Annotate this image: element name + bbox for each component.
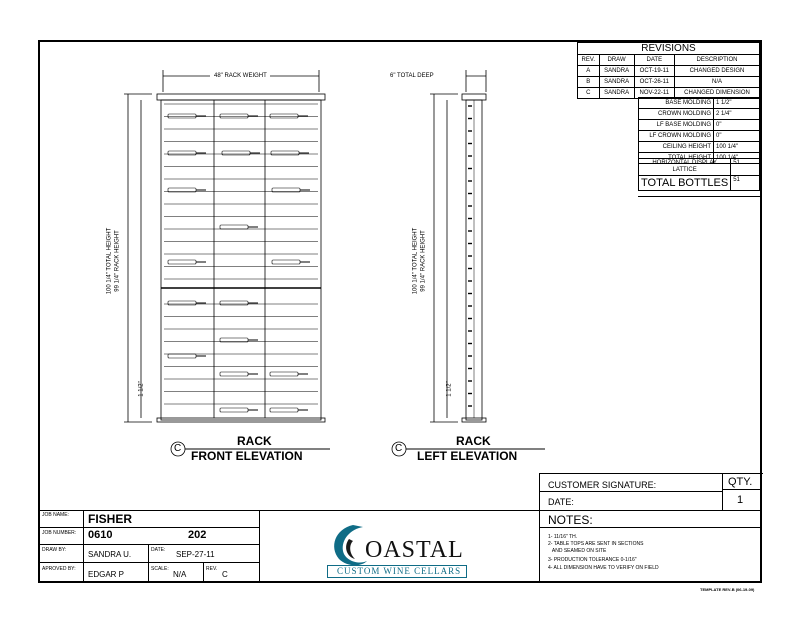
wine-bottle: [222, 151, 250, 155]
front-base-dimension: 1 1/2": [138, 381, 145, 397]
draw-cell: SANDRA: [599, 66, 634, 77]
title-block-divider-1: [259, 510, 260, 583]
job-col-line-3: [203, 562, 204, 583]
wine-bottle: [272, 260, 300, 264]
note-item: 3- PRODUCTION TOLERANCE 0-1/16": [548, 557, 637, 563]
qty-label: QTY.: [728, 476, 753, 488]
date-header: DATE: [634, 55, 674, 66]
customer-divider: [539, 491, 722, 492]
description-cell: CHANGED DESIGN: [675, 66, 760, 77]
qty-divider: [722, 473, 723, 510]
wine-bottle: [270, 408, 298, 412]
date-value: SEP-27-11: [176, 550, 215, 559]
wine-bottle: [271, 151, 299, 155]
rev-label: REV.: [206, 566, 218, 572]
spec-label: LF CROWN MOLDING: [639, 131, 714, 142]
left-base-dimension: 1 1/2": [446, 381, 453, 397]
description-cell: N/A: [675, 77, 760, 88]
template-reference: TEMPLATE REV-B (06-19-09): [700, 587, 755, 592]
description-cell: CHANGED DIMENSION: [675, 88, 760, 99]
description-header: DESCRIPTION: [675, 55, 760, 66]
wine-bottle: [220, 225, 248, 229]
wine-bottle: [168, 114, 196, 118]
front-rack-height-label: 99 1/4" RACK HEIGHT: [114, 230, 121, 292]
bottles-label: TOTAL BOTTLES: [639, 176, 731, 191]
date-cell: OCT-26-11: [634, 77, 674, 88]
job-number-value: 0610: [88, 529, 113, 541]
rev-cell: B: [578, 77, 600, 88]
approved-by-label: APROVED BY:: [42, 566, 76, 572]
notes-divider: [539, 527, 762, 528]
spec-value: 2 1/4": [714, 109, 760, 120]
job-name-label: JOB NAME:: [42, 512, 69, 518]
front-title-elevation: FRONT ELEVATION: [191, 449, 303, 463]
wine-bottle: [220, 408, 248, 412]
spec-label: CROWN MOLDING: [639, 109, 714, 120]
left-title-elevation: LEFT ELEVATION: [417, 449, 518, 463]
spec-value: 1 1/2": [714, 98, 760, 109]
note-item: 4- ALL DIMENSION HAVE TO VERIFY ON FIELD: [548, 565, 659, 571]
date-cell: OCT-19-11: [634, 66, 674, 77]
rev-header: REV.: [578, 55, 600, 66]
left-rack-height-label: 99 1/4" RACK HEIGHT: [420, 230, 427, 292]
lattice-label: HORIZONTAL DISPLAY LATTICE: [639, 159, 731, 176]
job-number-label: JOB NUMBER:: [42, 530, 77, 536]
draw-cell: SANDRA: [599, 88, 634, 99]
wine-bottle: [270, 372, 298, 376]
draw-cell: SANDRA: [599, 77, 634, 88]
job-row-line-1: [38, 527, 259, 528]
notes-title: NOTES:: [548, 513, 593, 527]
company-logo: [323, 513, 471, 581]
scale-value: N/A: [173, 570, 187, 579]
scale-label: SCALE:: [151, 566, 169, 572]
wine-bottle: [220, 114, 248, 118]
left-title-rack: RACK: [456, 434, 491, 448]
date-label: DATE:: [151, 547, 166, 553]
front-elevation: [124, 70, 325, 422]
spec-value: 0": [714, 120, 760, 131]
spec-label: CEILING HEIGHT: [639, 142, 714, 153]
spec-value: 0": [714, 131, 760, 142]
rev-cell: A: [578, 66, 600, 77]
customer-signature-label: CUSTOMER SIGNATURE:: [548, 480, 657, 490]
left-marker-letter: C: [395, 443, 403, 454]
qty-header-line: [722, 489, 762, 490]
wine-bottle: [168, 151, 196, 155]
customer-date-label: DATE:: [548, 497, 574, 507]
logo-name: OASTAL: [365, 537, 464, 563]
spec-label: TOTAL HEIGHT: [639, 153, 714, 164]
spec-label: BASE MOLDING: [639, 98, 714, 109]
revisions-title: REVISIONS: [578, 43, 760, 55]
job-col-line-2: [148, 544, 149, 583]
lattice-value: 51: [731, 159, 760, 176]
wine-bottle: [168, 301, 196, 305]
rev-value: C: [222, 570, 228, 579]
wine-bottle: [270, 114, 298, 118]
crown-molding: [157, 94, 325, 100]
spec-value: 100 1/4": [714, 142, 760, 153]
wine-bottle: [168, 354, 196, 358]
note-item: 2- TABLE TOPS ARE SENT IN SECTIONS: [548, 541, 644, 547]
qty-value: 1: [737, 494, 744, 506]
front-marker-letter: C: [174, 443, 182, 454]
front-total-height-label: 100 1/4" TOTAL HEIGHT: [106, 227, 113, 295]
left-elevation: [430, 70, 486, 422]
front-width-dimension: 48" RACK WEIGHT: [214, 73, 267, 79]
wine-bottle: [168, 260, 196, 264]
note-item: AND SEAMED ON SITE: [548, 548, 607, 554]
title-block-divider-2: [539, 510, 540, 583]
logo-tagline: CUSTOM WINE CELLARS: [337, 566, 462, 576]
side-crown-molding: [462, 94, 486, 100]
rev-cell: C: [578, 88, 600, 99]
spec-value: 100 1/4": [714, 153, 760, 164]
note-item: 1- 11/16" TH.: [548, 534, 578, 540]
draw-by-label: DRAW BY:: [42, 547, 67, 553]
left-depth-dimension: 6" TOTAL DEEP: [390, 73, 434, 79]
draw-by-value: SANDRA U.: [88, 550, 132, 559]
title-block: [38, 510, 762, 511]
left-total-height-label: 100 1/4" TOTAL HEIGHT: [412, 227, 419, 295]
approved-by-value: EDGAR P: [88, 570, 125, 579]
spec-label: LF BASE MOLDING: [639, 120, 714, 131]
job-name-value: FISHER: [88, 512, 133, 526]
date-cell: NOV-22-11: [634, 88, 674, 99]
job-col-line-1: [83, 510, 84, 583]
draw-header: DRAW: [599, 55, 634, 66]
wine-bottle: [220, 372, 248, 376]
front-title-rack: RACK: [237, 434, 272, 448]
bottles-value: 51: [731, 176, 760, 191]
wine-bottle: [220, 301, 248, 305]
job-number-secondary: 202: [188, 529, 207, 541]
